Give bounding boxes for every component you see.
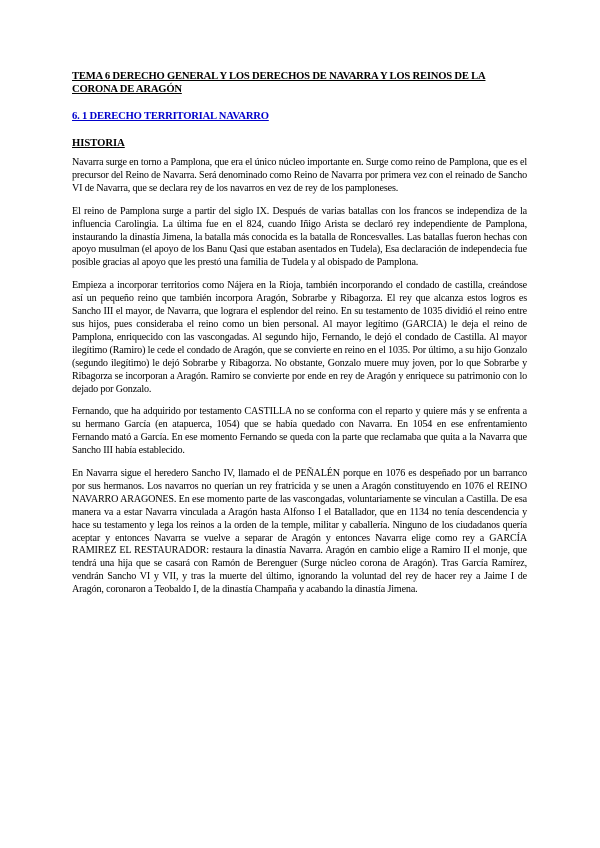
subheading-historia: HISTORIA [72, 138, 125, 149]
section-heading[interactable]: 6. 1 DERECHO TERRITORIAL NAVARRO [72, 111, 269, 122]
document-title: TEMA 6 DERECHO GENERAL Y LOS DERECHOS DE NAVARRA Y LOS REINOS DE LA CORONA DE ARAGÓN [72, 71, 486, 95]
paragraph-3: Empieza a incorporar territorios como Nájera en la Rioja, también incorporando el condado de castilla, creándose así un pequeño reino que también incorpora Aragón, Sobrarbe y Ribagorza. El rey que alcanza estos logros es Sancho III el mayor, de Navarra, que lograra el esplendor del reino. En su testamento de 1035 dividió el reino entre sus hijos, pues consideraba el reino como un bien personal. Al mayor legítimo (GARCIA) le deja el reino de Pamplona, enriquecido con las vascongadas. Al segundo hijo, Fernando, le dejó el condado de Castilla. Al mayor ilegítimo (Ramiro) le cede el condado de Aragón, que se convierte en reino en el 1035. Por último, a su hijo Gonzalo (segundo ilegítimo) le dejó Sobrarbe y Ribagorza. No obstante, Gonzalo muere muy joven, por lo que Sobrarbe y Ribagorza se incorporan a Aragón. Ramiro se convierte por ende en rey de Aragón y enriquece su patrimonio con lo dejado por Gonzalo. [72, 280, 527, 395]
document-page [72, 70, 527, 607]
paragraph-4: Fernando, que ha adquirido por testamento CASTILLA no se conforma con el reparto y quiere más y se enfrenta a su hermano García (en atapuerca, 1054) que se había quedado con Navarra. En 1054 en ese enfrentamiento Fernando mató a García. En ese momento Fernando se queda con la parte que reclamaba que quita a la Navarra que Sancho III había establecido. [72, 406, 527, 457]
paragraph-1: Navarra surge en torno a Pamplona, que era el único núcleo importante en. Surge como reino de Pamplona, que es el precursor del Reino de Navarra. Será denominado como Reino de Navarra por primera vez con el reinado de Sancho VI de Navarra, que se declara rey de los navarros en vez de rey de los pamploneses. [72, 157, 527, 194]
paragraph-2: El reino de Pamplona surge a partir del siglo IX. Después de varias batallas con los francos se independiza de la influencia Carolingia. La última fue en el 824, cuando Iñigo Arista se declaró rey independiente de Pamplona, instaurando la dinastía Jimena, la batalla más conocida es la batalla de Roncesvalles. Las batallas fueron hechas con apoyo musulman (el apoyo de los Banu Qasi que estaban asentados en Tudela), Esa declaración de independecia fue posible gracias al apoyo que les prestó una familia de Tudela y al obispado de Pamplona. [72, 205, 527, 269]
paragraph-5: En Navarra sigue el heredero Sancho IV, llamado el de PEÑALÉN porque en 1076 es despeñado por un barranco por sus hermanos. Los navarros no querían un rey fratricida y se unen a Aragón constituyendo en 1076 el REINO NAVARRO ARAGONES. En ese momento parte de las vascongadas, voluntariamente se vinculan a Castilla. De esa manera va a estar Navarra vinculada a Aragón hasta Alfonso I el Batallador, que en 1134 no tenía descendencia y hace su testamento y lega los reinos a la orden de la temple, militar y caballería. Ninguno de los ciudadanos quería aceptar y entonces Navarra se vuelve a separar de Aragón y entonces Navarra elige como rey a GARCÍA RAMIREZ EL RESTAURADOR: restaura la dinastía Navarra. Aragón en cambio elige a Ramiro II el monje, que tendrá una hija que se casará con Ramón de Berenguer (Surge núcleo corona de Aragón). Tras García Ramírez, vendrán Sancho VI y VII, y tras la muerte del último, ignorando la voluntad del rey de hacer rey a Jaime I de Aragón, coronaron a Teobaldo I, de la dinastía Champaña y acabando la dinastía Jimena. [72, 468, 527, 596]
